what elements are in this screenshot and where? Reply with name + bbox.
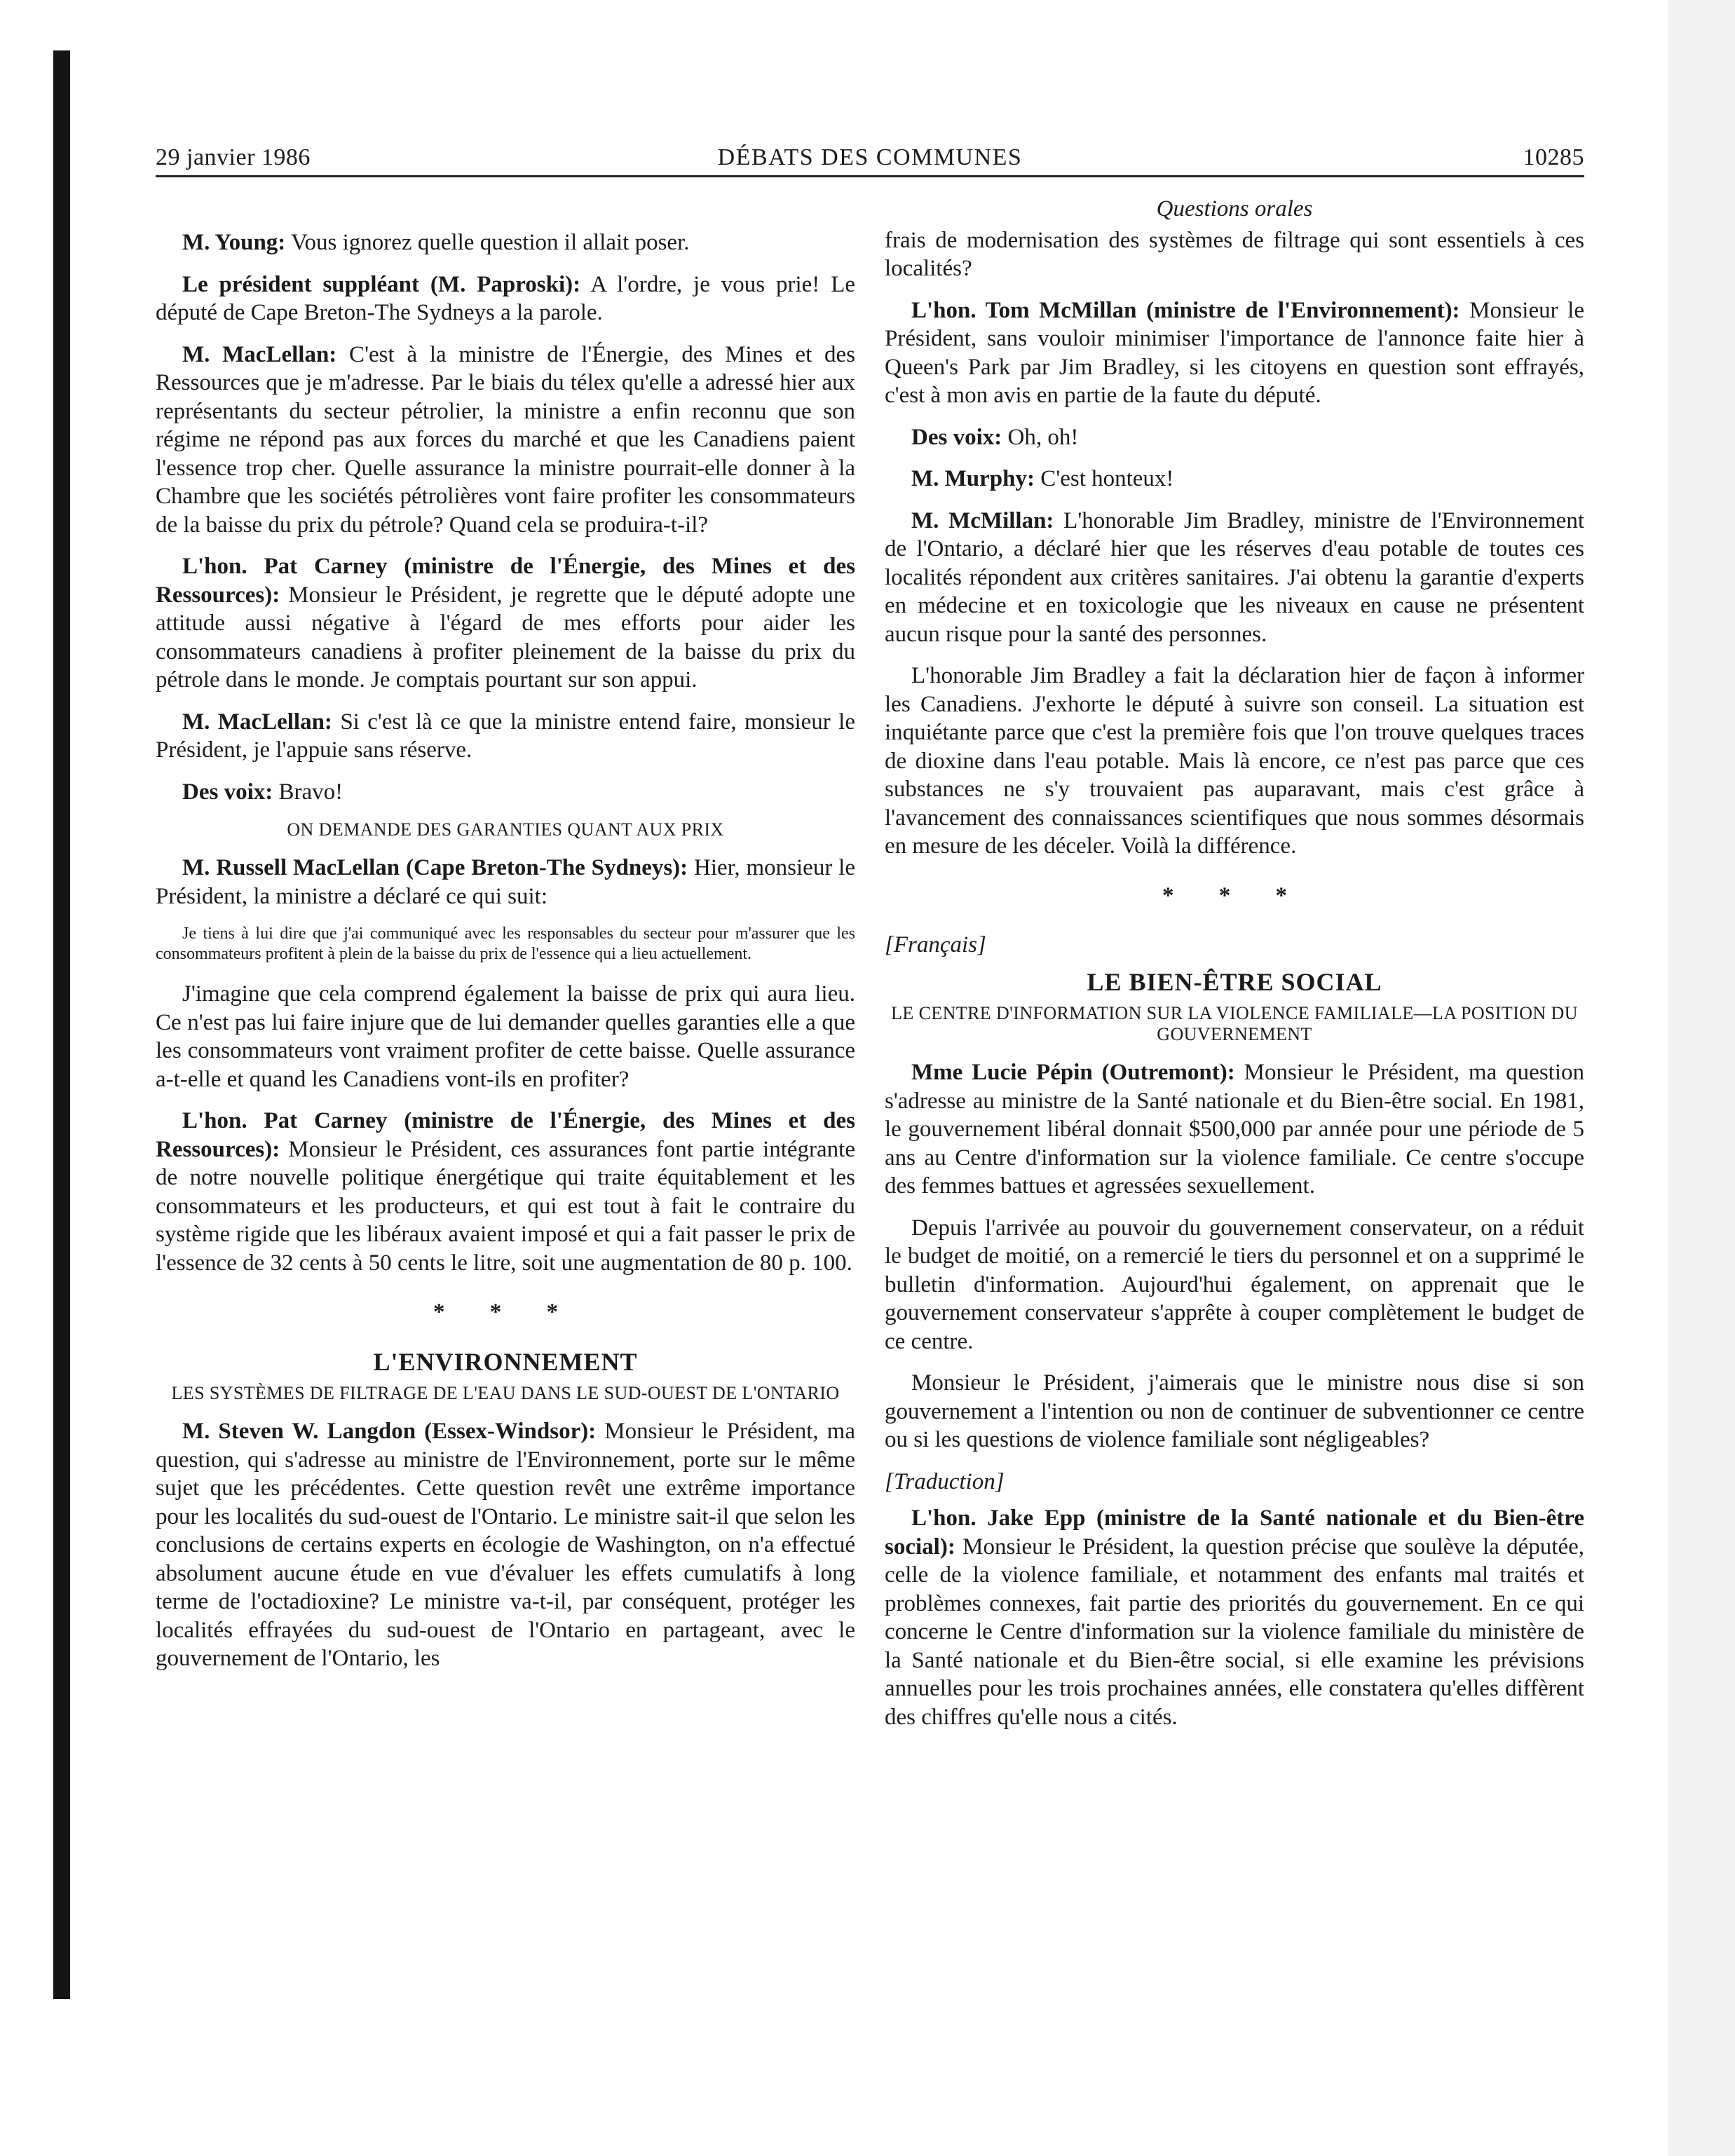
speech-text: Monsieur le Président, sans vouloir minimiser l'importance de l'annonce faite hier à Queen's Park par Jim Bradley, si les citoyens en question sont effrayés, c'est à mon avis en partie de la faute du député. [885,297,1584,408]
speech-text: C'est à la ministre de l'Énergie, des Mines et des Ressources que je m'adresse. Par le biais du télex qu'elle a adressé hier aux représentants du secteur pétrolier, la ministre a enfin reconnu que son régime ne répond pas aux forces du marché et que les Canadiens paient l'essence trop cher. Quelle assurance la ministre pourrait-elle donner à la Chambre que les sociétés pétrolières vont faire profiter les consommateurs de la baisse du prix du pétrole? Quand cela se produira-t-il? [156,341,855,538]
section-separator: * * * [1162,882,1307,908]
speaker-name: M. Murphy: [911,466,1035,491]
speech-paragraph [156,228,855,257]
topic-subheading: ON DEMANDE DES GARANTIES QUANT AUX PRIX [287,819,724,840]
speech-text: Oh, oh! [1002,424,1079,450]
speech-paragraph [156,341,855,540]
left-column [156,228,855,1686]
topic-subheading: LES SYSTÈMES DE FILTRAGE DE L'EAU DANS LE SUD-OUEST DE L'ONTARIO [171,1383,840,1403]
speech-paragraph [885,423,1584,452]
right-column [885,195,1584,1745]
speaker-name: L'hon. Jake Epp (ministre de la Santé nationale et du Bien-être social): [885,1506,1584,1560]
speaker-name: M. Young: [182,230,286,255]
speech-text: Vous ignorez quelle question il allait poser. [285,230,690,255]
speech-paragraph [156,1417,855,1673]
speech-paragraph [885,1504,1584,1731]
speaker-name: M. MacLellan: [182,341,337,367]
speech-paragraph [885,507,1584,649]
speech-paragraph [156,778,855,807]
speaker-name: Des voix: [911,424,1002,450]
speech-text: Monsieur le Président, ma question, qui s'adresse au ministre de l'Environnement, porte sur le même sujet que les précédentes. Cette question revêt une extrême importance pour les localités du sud-ouest de l'Ontario. Le ministre sait-il que selon les conclusions de certains experts en écologie de Washington, on n'a effectué absolument aucune étude en vue d'évaluer les effets cumulatifs à long terme de l'octadioxine? Le ministre va-t-il, par conséquent, protéger les localités effrayées du sud-ouest de l'Ontario en partageant, avec le gouvernement de l'Ontario, les [156,1419,855,1671]
speech-paragraph [156,708,855,765]
speech-text: Monsieur le Président, la question précise que soulève la députée, celle de la violence familiale, et notamment des enfants mal traités et problèmes connexes, fait partie des priorités du gouvernement. En ce qui concerne le Centre d'information sur la violence familiale du ministère de la Santé nationale et du Bien-être social, si elle examine les prévisions annuelles pour les trois prochaines années, elle constatera qu'elles diffèrent des chiffres qu'elle nous a cités. [885,1534,1584,1730]
speaker-name: L'hon. Tom McMillan (ministre de l'Environnement): [911,297,1460,323]
speech-text: L'honorable Jim Bradley, ministre de l'Environnement de l'Ontario, a déclaré hier que les réserves d'eau potable de toutes ces localités répondent aux critères sanitaires. J'ai obtenu la garantie d'experts en médecine et en toxicologie que les niveaux en cause ne présentent aucun risque pour la santé des personnes. [885,507,1584,647]
speaker-name: Des voix: [182,779,273,805]
page-header [156,139,1584,177]
speech-paragraph: L'honorable Jim Bradley a fait la déclaration hier de façon à informer les Canadiens. J'exhorte le député à suivre son conseil. La situation est inquiétante parce que c'est la première fois que l'on trouve quelques traces de dioxine dans l'eau potable. Mais là encore, ce n'est pas parce que ces substances ne s'y trouvaient pas auparavant, mais c'est grâce à l'avancement des connaissances scientifiques que nous sommes désormais en mesure de les déceler. Voilà la différence. [885,663,1584,859]
speech-text: Hier, monsieur le Président, la ministre a déclaré ce qui suit: [156,855,855,909]
speaker-name: Le président suppléant (M. Paproski): [182,271,581,297]
scan-edge-shadow [53,50,70,1999]
section-heading: LE BIEN-ÊTRE SOCIAL [1087,967,1382,996]
speech-text: C'est honteux! [1035,466,1174,491]
language-marker: [Traduction] [885,1468,1005,1494]
topic-subheading: LE CENTRE D'INFORMATION SUR LA VIOLENCE FAMILIALE—LA POSITION DU GOUVERNEMENT [891,1003,1578,1044]
speech-paragraph [885,1058,1584,1201]
section-heading: L'ENVIRONNEMENT [373,1347,638,1376]
speaker-name: L'hon. Pat Carney (ministre de l'Énergie, des Mines et des Ressources): [156,1108,855,1162]
speech-text: Si c'est là ce que la ministre entend faire, monsieur le Président, je l'appuie sans réserve. [156,709,855,763]
page-number: 10285 [1523,144,1584,170]
speech-text: A l'ordre, je vous prie! Le député de Cape Breton-The Sydneys a la parole. [156,271,856,325]
speech-paragraph: Monsieur le Président, j'aimerais que le ministre nous dise si son gouvernement a l'intention ou non de continuer de subventionner ce centre ou si les questions de violence familiale sont négligeables? [885,1370,1584,1452]
speech-text: Monsieur le Président, je regrette que le député adopte une attitude aussi négative à l'égard de mes efforts pour aider les consommateurs canadiens à profiter pleinement de la baisse du prix du pétrole dans le monde. Je comptais pourtant sur son appui. [156,582,855,692]
speaker-name: M. MacLellan: [182,709,332,735]
speech-paragraph: Depuis l'arrivée au pouvoir du gouvernement conservateur, on a réduit le budget de moitié, on a remercié le tiers du personnel et on a supprimé le bulletin d'information. Aujourd'hui également, on apprenait que le gouvernement conservateur s'apprête à couper complètement le budget de ce centre. [885,1215,1584,1354]
speech-paragraph: J'imagine que cela comprend également la baisse de prix qui aura lieu. Ce n'est pas lui faire injure que de lui demander quelles garanties elle a que les consommateurs vont vraiment profiter de cette baisse. Quelle assurance a-t-elle et quand les Canadiens vont-ils en profiter? [156,981,855,1092]
speaker-name: M. Russell MacLellan (Cape Breton-The Sydneys): [182,855,688,880]
language-marker: [Français] [885,932,986,957]
speech-text: Monsieur le Président, ma question s'adresse au ministre de la Santé nationale et du Bien-être social. En 1981, le gouvernement libéral donnait $500,000 par année pour une période de 5 ans au Centre d'information sur la violence familiale. Ce centre s'occupe des femmes battues et agressées sexuellement. [885,1060,1585,1199]
header-title: DÉBATS DES COMMUNES [717,144,1023,170]
section-separator: * * * [433,1299,578,1325]
speech-text: Monsieur le Président, ces assurances font partie intégrante de notre nouvelle politique énergétique qui traite équitablement et les consommateurs et les producteurs, et qui est tout à fait le contraire du système rigide que les libéraux avaient imposé et qui a fait passer le prix de l'essence de 32 cents à 50 cents le litre, soit une augmentation de 80 p. 100. [156,1136,855,1276]
speech-text: Bravo! [273,779,343,805]
speech-paragraph [885,465,1584,493]
speech-paragraph [156,271,855,327]
hansard-page [156,139,1585,1730]
header-date: 29 janvier 1986 [156,144,311,170]
scan-right-margin [1668,0,1735,2156]
speaker-name: Mme Lucie Pépin (Outremont): [911,1060,1235,1085]
speech-paragraph [156,854,855,910]
continued-paragraph: frais de modernisation des systèmes de filtrage qui sont essentiels à ces localités? [885,227,1584,281]
block-quote: Je tiens à lui dire que j'ai communiqué avec les responsables du secteur pour m'assurer que les consommateurs profitent à plein de la baisse du prix de l'essence qui a lieu actuellement. [156,925,855,963]
speech-paragraph [156,1107,855,1277]
speech-paragraph [156,552,855,695]
speech-paragraph [885,296,1584,410]
speaker-name: M. McMillan: [911,507,1054,533]
speaker-name: L'hon. Pat Carney (ministre de l'Énergie, des Mines et des Ressources): [156,554,855,608]
running-head: Questions orales [1156,196,1313,221]
speaker-name: M. Steven W. Langdon (Essex-Windsor): [182,1419,597,1444]
